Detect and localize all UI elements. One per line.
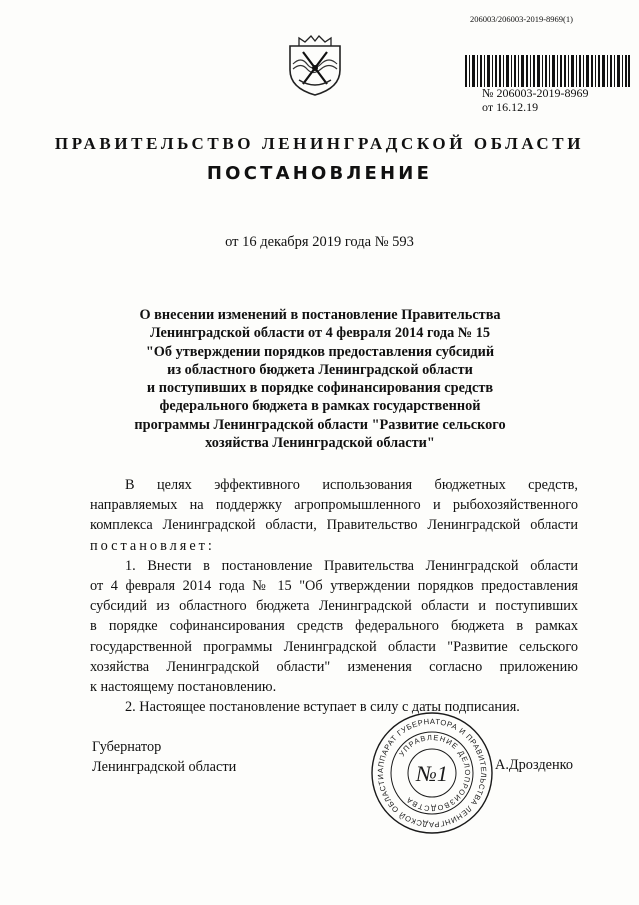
seal-number: №1 <box>416 761 448 786</box>
title-line: Ленинградской области от 4 февраля 2014 года № 15 <box>149 325 491 342</box>
item-2: 2. Настоящее постановление вступает в силу с даты подписания. <box>125 699 520 716</box>
coat-of-arms-icon <box>285 32 345 96</box>
preamble-line: В целях эффективного использования бюджетных средств, <box>125 477 578 493</box>
seal-ring-text: АППАРАТ ГУБЕРНАТОРА И ПРАВИТЕЛЬСТВА ЛЕНИНГРАДСКОЙ ОБЛАСТИ <box>375 716 489 830</box>
registration-date: от 16.12.19 <box>482 100 539 114</box>
document-title <box>120 306 520 452</box>
signatory-title-line: Губернатор <box>92 739 162 755</box>
title-line: и поступивших в порядке софинансирования средств <box>146 380 494 397</box>
official-seal <box>370 711 494 835</box>
registration-number: № 206003-2019-8969 <box>482 86 589 100</box>
preamble-line: направляемых на поддержку агропромышленного и рыбохозяйственного <box>90 497 578 514</box>
preamble-line: постановляет: <box>90 537 215 554</box>
title-line: программы Ленинградской области "Развитие сельского <box>134 416 506 433</box>
signatory-name: А.Дрозденко <box>495 757 573 773</box>
item-1-line: государственной программы Ленинградской области "Развитие сельского <box>90 638 578 655</box>
document-date-number: от 16 декабря 2019 года № 593 <box>225 234 414 250</box>
barcode <box>465 55 630 87</box>
title-line: федерального бюджета в рамках государственной <box>159 398 481 415</box>
signatory-title-line: Ленинградской области <box>92 759 237 775</box>
item-1-line: 1. Внести в постановление Правительства Ленинградской области <box>125 557 578 574</box>
title-line: О внесении изменений в постановление Правительства <box>139 307 501 323</box>
registration-code: 206003/206003-2019-8969(1) <box>470 14 573 24</box>
item-1-line: в порядке софинансирования средств федерального бюджета в рамках <box>90 618 578 635</box>
item-1-line: хозяйства Ленинградской области" изменения согласно приложению <box>90 658 578 675</box>
item-1-line: от 4 февраля 2014 года № 15 "Об утверждении порядков предоставления <box>90 577 578 594</box>
registration-block <box>482 86 588 114</box>
title-line: "Об утверждении порядков предоставления субсидий <box>145 343 495 360</box>
seal-inner-text: УПРАВЛЕНИЕ ДЕЛОПРОИЗВОДСТВА <box>397 732 473 814</box>
document-type: ПОСТАНОВЛЕНИЕ <box>206 163 433 184</box>
item-1-line: к настоящему постановлению. <box>90 678 277 695</box>
title-line: хозяйства Ленинградской области" <box>205 435 435 452</box>
item-1-line: субсидий из областного бюджета Ленинградской области и поступивших <box>90 598 578 615</box>
organization-name: ПРАВИТЕЛЬСТВО ЛЕНИНГРАДСКОЙ ОБЛАСТИ <box>54 134 585 153</box>
preamble-line: комплекса Ленинградской области, Правительство Ленинградской области <box>90 517 578 534</box>
document-body <box>90 475 578 717</box>
title-line: из областного бюджета Ленинградской области <box>167 361 473 378</box>
signatory-title <box>92 737 236 777</box>
